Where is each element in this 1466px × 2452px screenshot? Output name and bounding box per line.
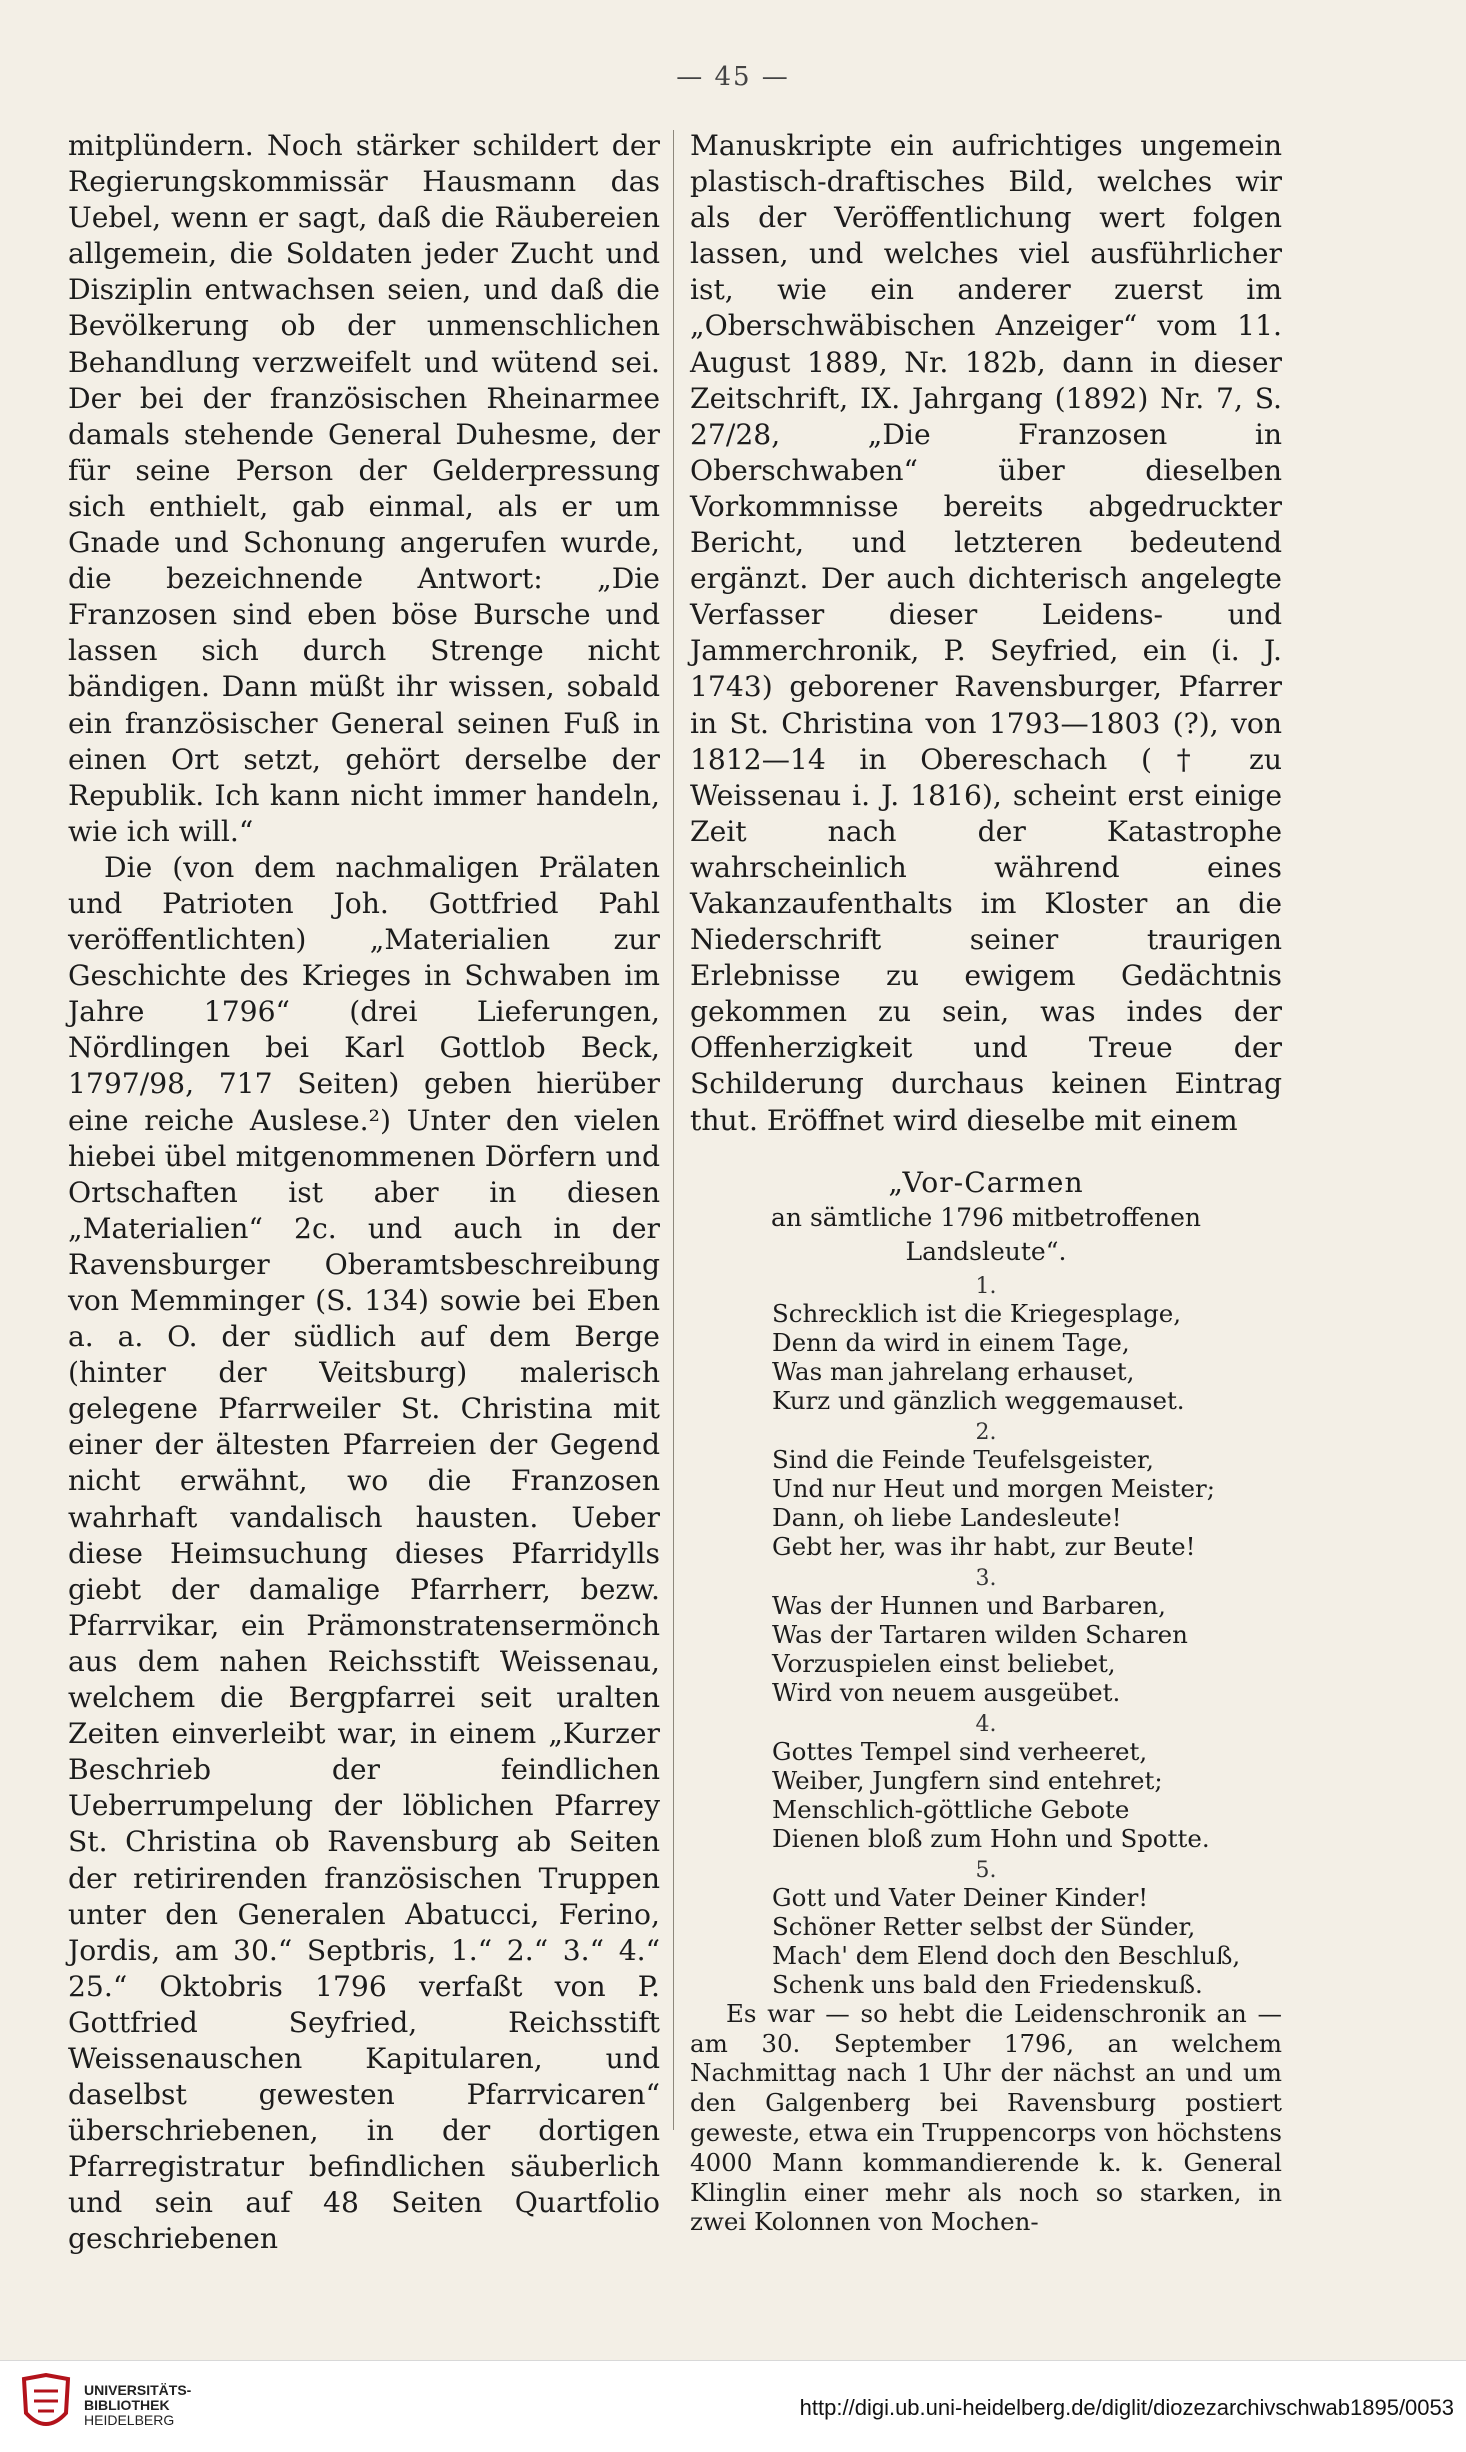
column-divider xyxy=(673,130,674,2130)
stanza-number: 4. xyxy=(975,1711,997,1737)
stanza-number: 1. xyxy=(975,1273,997,1299)
footer-bar xyxy=(0,2360,1466,2452)
poem xyxy=(690,1275,1282,1999)
verse-line: Dienen bloß zum Hohn und Spotte. xyxy=(772,1823,1210,1853)
right-paragraph-1: Manuskripte ein aufrichtiges ungemein plastisch-draftisches Bild, welches wir als der Veröffentlichung wert folgen lassen, und welches viel ausführlicher ist, wie ein anderer zuerst im „Oberschwäbischen Anzeiger“ vom 11. August 1889, Nr. 182b, dann in dieser Zeitschrift, IX. Jahrgang (1892) Nr. 7, S. 27/28, „Die Franzosen in Oberschwaben“ über dieselben Vorkommnisse bereits abgedruckter Bericht, und letzteren bedeutend ergänzt. Der auch dichterisch angelegte Verfasser dieser Leidens- und Jammerchronik, P. Seyfried, ein (i. J. 1743) geborener Ravensburger, Pfarrer in St. Christina von 1793—1803 (?), von 1812—14 in Obereschach († zu Weissenau i. J. 1816), scheint erst einige Zeit nach der Katastrophe wahrscheinlich während eines Vakanzaufenthalts im Kloster an die Niederschrift seiner traurigen Erlebnisse zu ewigem Gedächtnis gekommen zu sein, was indes der Offenherzigkeit und Treue der Schilderung durchaus keinen Eintrag thut. Eröffnet wird dieselbe mit einem xyxy=(690,129,1282,1137)
stanza-number: 2. xyxy=(975,1419,997,1445)
verse-line: Gott und Vater Deiner Kinder! xyxy=(772,1882,1149,1912)
page-number: — 45 — xyxy=(676,62,790,92)
poem-subtitle: an sämtliche 1796 mitbetroffenen Landsleute“. xyxy=(771,1202,1201,1266)
right-paragraph-2: Es war — so hebt die Leidenschronik an — am 30. September 1796, an welchem Nachmittag nach 1 Uhr der nächst an und um den Galgenberg bei Ravensburg postiert geweste, etwa ein Truppencorps von höchstens 4000 Mann kommandierende k. k. General Klinglin einer mehr als noch so starken, in zwei Kolonnen von Mochen- xyxy=(690,1998,1282,2237)
left-paragraph-2: Die (von dem nachmaligen Prälaten und Patrioten Joh. Gottfried Pahl veröffentlichten) „Materialien zur Geschichte des Krieges in Schwaben im Jahre 1796“ (drei Lieferungen, Nördlingen bei Karl Gottlob Beck, 1797/98, 717 Seiten) geben hierüber eine reiche Auslese.²) Unter den vielen hiebei übel mitgenommenen Dörfern und Ortschaften ist aber in diesen „Materialien“ 2c. und auch in der Ravensburger Oberamtsbeschreibung von Memminger (S. 134) sowie bei Eben a. a. O. der südlich auf dem Berge (hinter der Veitsburg) malerisch gelegene Pfarrweiler St. Christina mit einer der ältesten Pfarreien der Gegend nicht erwähnt, wo die Franzosen wahrhaft vandalisch hausten. Ueber diese Heimsuchung dieses Pfarridylls giebt der damalige Pfarrherr, bezw. Pfarrvikar, ein Prämonstratensermönch aus dem nahen Reichsstift Weissenau, welchem die Bergpfarrei seit uralten Zeiten einverleibt war, in einem „Kurzer Beschrieb der feindlichen Ueberrumpelung der löblichen Pfarrey St. Christina ob Ravensburg ab Seiten der retirirenden französischen Truppen unter den Generalen Abatucci, Ferino, Jordis, am 30.“ Septbris, 1.“ 2.“ 3.“ 4.“ 25.“ Oktobris 1796 verfaßt von P. Gottfried Seyfried, Reichsstift Weissenauschen Kapitularen, und daselbst gewesten Pfarrvicaren“ überschriebenen, in der dortigen Pfarregistratur befindlichen säuberlich und sein auf 48 Seiten Quartfolio geschriebenen xyxy=(68,850,660,2256)
logo-line: UNIVERSITÄTS- xyxy=(84,2382,192,2398)
stanza xyxy=(772,1591,1282,1707)
stanza-number: 3. xyxy=(975,1565,997,1591)
verse-line: Mach' dem Elend doch den Beschluß, xyxy=(772,1940,1241,1970)
verse-line: Was der Tartaren wilden Scharen xyxy=(772,1619,1188,1649)
verse-line: Was der Hunnen und Barbaren, xyxy=(772,1590,1166,1620)
verse-line: Gebt her, was ihr habt, zur Beute! xyxy=(772,1531,1196,1561)
verse-line: Und nur Heut und morgen Meister; xyxy=(772,1473,1216,1503)
verse-line: Wird von neuem ausgeübet. xyxy=(772,1677,1121,1707)
source-url-link[interactable]: http://digi.ub.uni-heidelberg.de/diglit/diozezarchivschwab1895/0053 xyxy=(799,2395,1454,2420)
stanza xyxy=(772,1883,1282,1999)
verse-line: Schöner Retter selbst der Sünder, xyxy=(772,1911,1196,1941)
verse-line: Menschlich-göttliche Gebote xyxy=(772,1794,1130,1824)
logo-line: BIBLIOTHEK xyxy=(84,2397,170,2413)
left-paragraph-1: mitplündern. Noch stärker schildert der Regierungskommissär Hausmann das Uebel, wenn er sagt, daß die Räubereien allgemein, die Soldaten jeder Zucht und Disziplin entwachsen seien, und daß die Bevölkerung ob der unmenschlichen Behandlung verzweifelt und wütend sei. Der bei der französischen Rheinarmee damals stehende General Duhesme, der für seine Person der Gelderpressung sich enthielt, gab einmal, als er um Gnade und Schonung angerufen wurde, die bezeichnende Antwort: „Die Franzosen sind eben böse Bursche und lassen sich durch Strenge nicht bändigen. Dann müßt ihr wissen, sobald ein französischer General seinen Fuß in einen Ort setzt, gehört derselbe der Republik. Ich kann nicht immer handeln, wie ich will.“ xyxy=(68,129,660,848)
verse-line: Schenk uns bald den Friedenskuß. xyxy=(772,1969,1203,1999)
verse-line: Schrecklich ist die Kriegesplage, xyxy=(772,1298,1182,1328)
verse-line: Was man jahrelang erhauset, xyxy=(772,1356,1135,1386)
verse-line: Denn da wird in einem Tage, xyxy=(772,1327,1130,1357)
left-column xyxy=(68,128,660,2258)
verse-line: Vorzuspielen einst beliebet, xyxy=(772,1648,1116,1678)
verse-line: Dann, oh liebe Landesleute! xyxy=(772,1502,1122,1532)
verse-line: Sind die Feinde Teufelsgeister, xyxy=(772,1444,1154,1474)
stanza xyxy=(772,1299,1282,1415)
verse-line: Gottes Tempel sind verheeret, xyxy=(772,1736,1148,1766)
university-seal-icon xyxy=(16,2373,76,2439)
verse-line: Kurz und gänzlich weggemauset. xyxy=(772,1385,1185,1415)
stanza-number: 5. xyxy=(975,1857,997,1883)
library-logo xyxy=(84,2383,191,2428)
stanza xyxy=(772,1737,1282,1853)
right-column xyxy=(690,128,1282,2237)
stanza xyxy=(772,1445,1282,1561)
verse-line: Weiber, Jungfern sind entehret; xyxy=(772,1765,1163,1795)
poem-title: „Vor-Carmen xyxy=(888,1165,1084,1199)
logo-line: HEIDELBERG xyxy=(84,2412,175,2428)
